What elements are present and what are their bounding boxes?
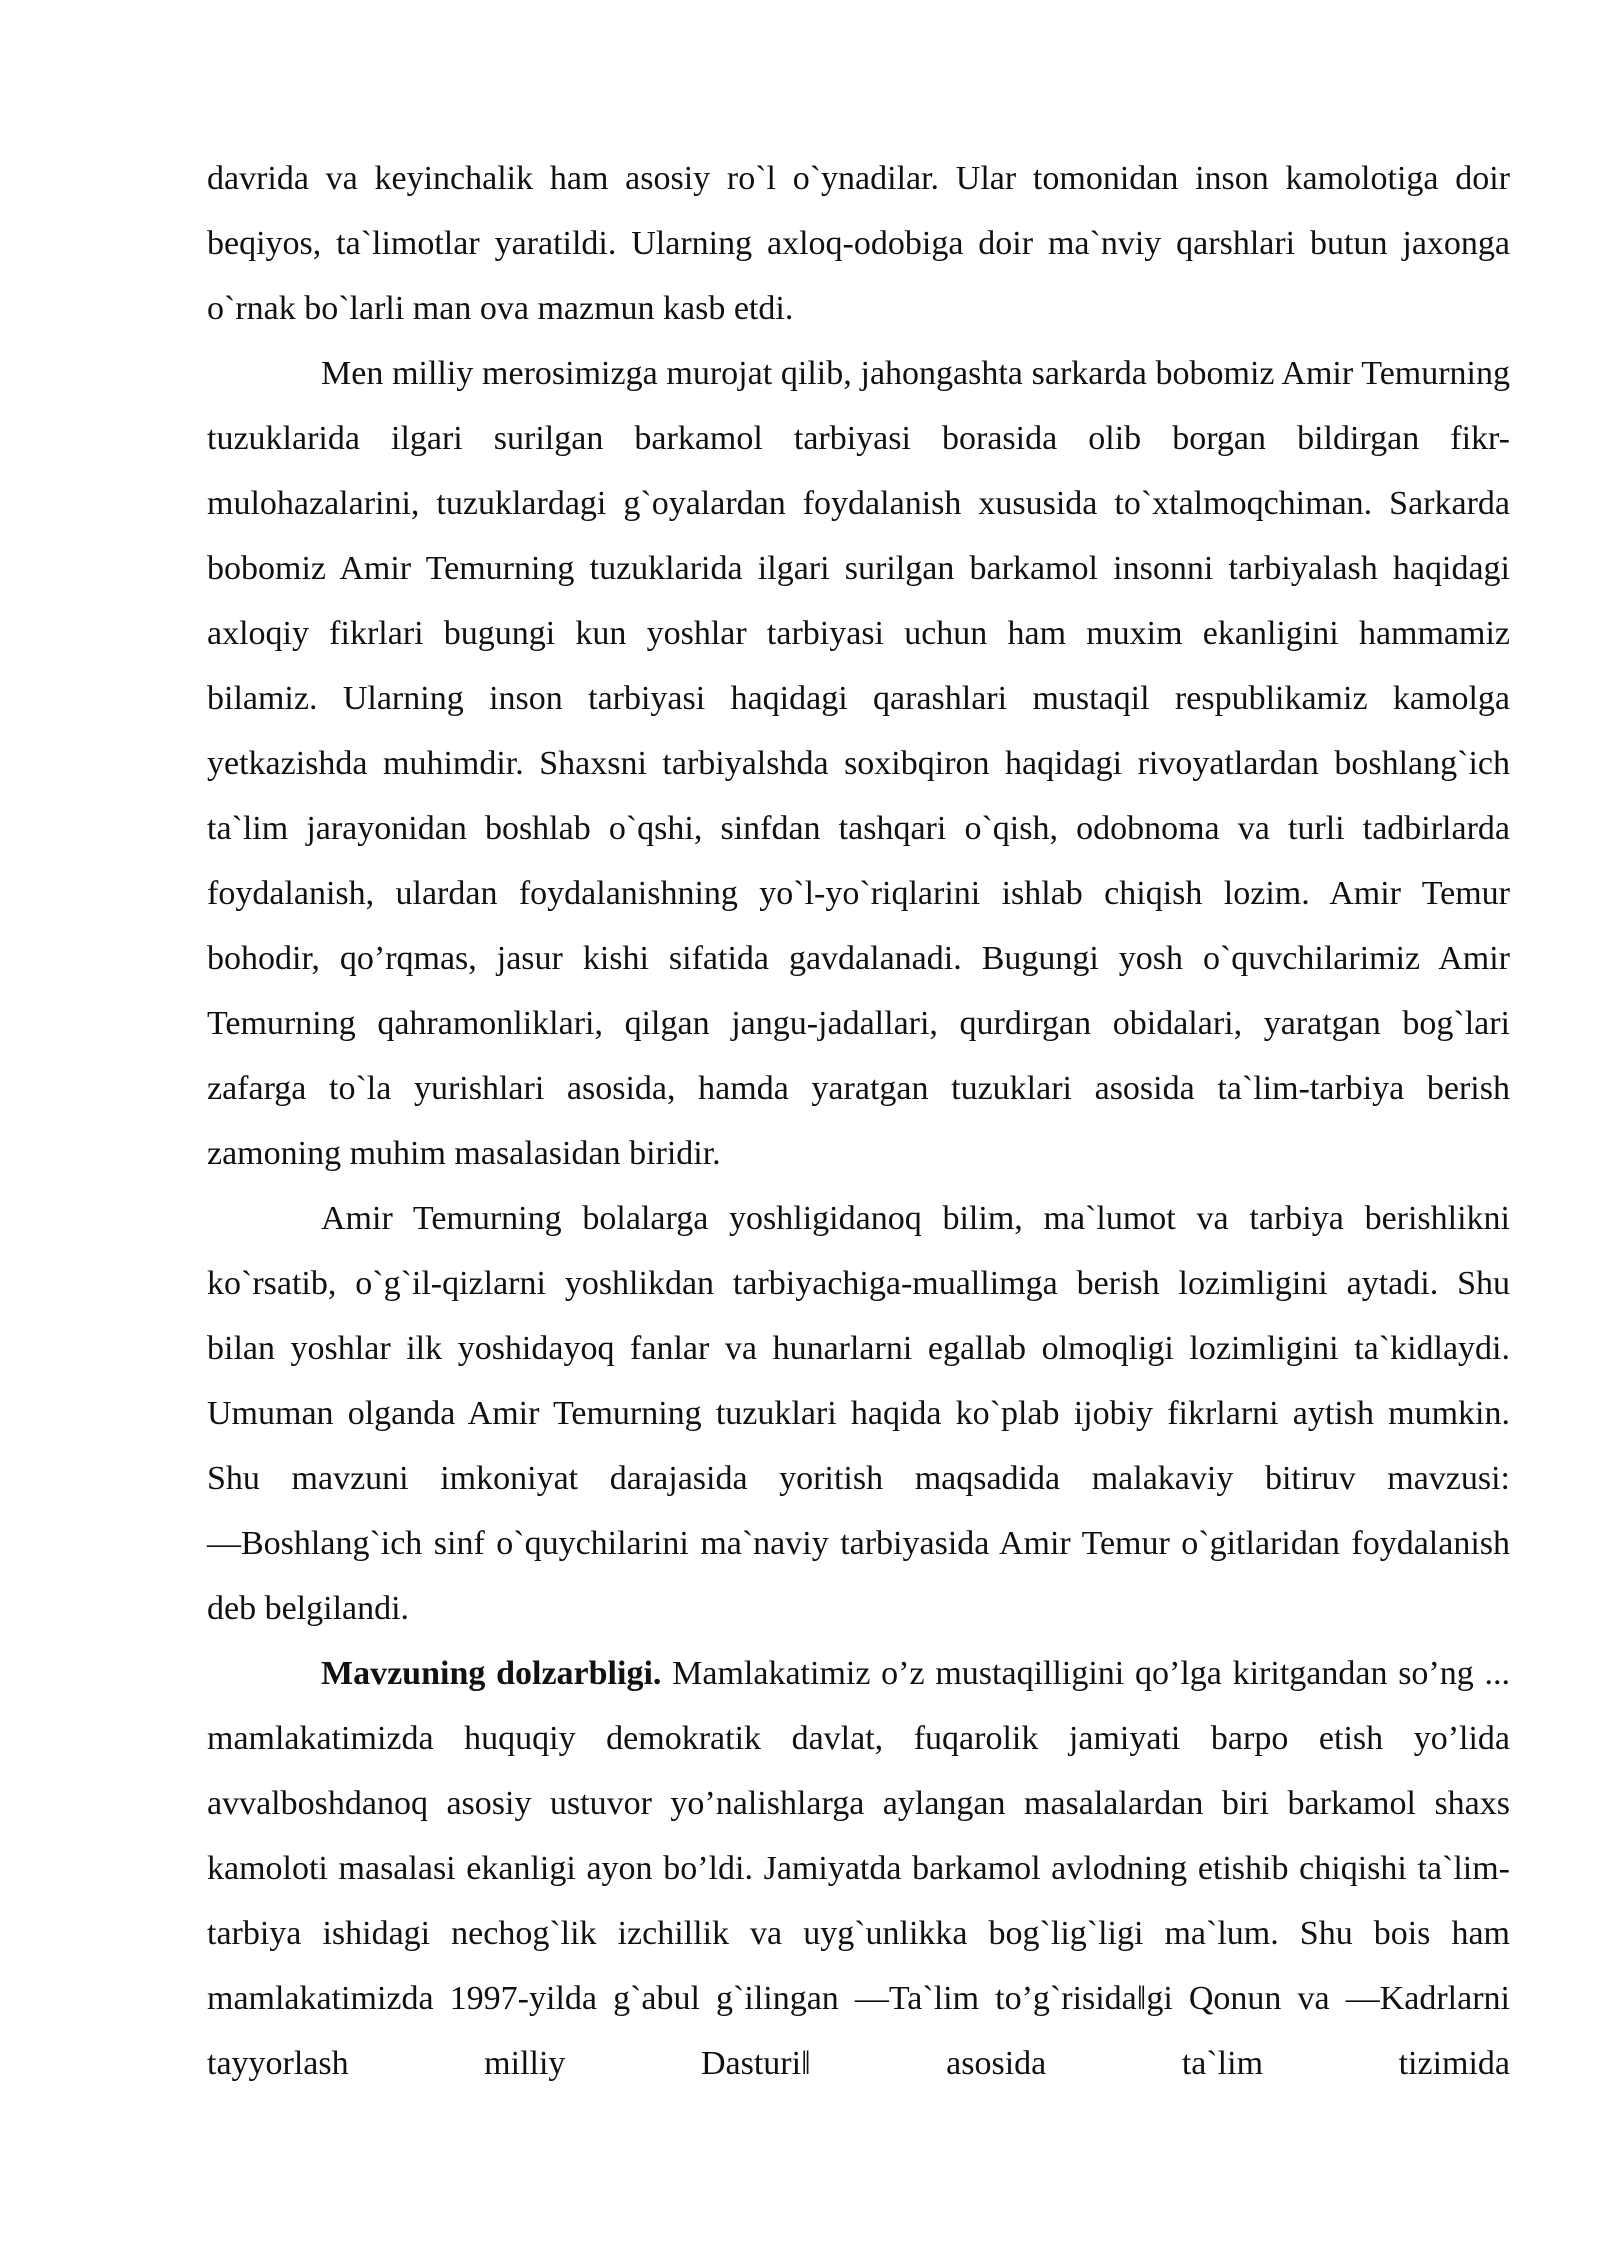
document-page bbox=[207, 146, 1510, 2096]
paragraph-4-text: Mamlakatimiz o’z mustaqilligini qo’lga kiritgandan so’ng ... mamlakatimizda huquqiy demokratik davlat, fuqarolik jamiyati barpo etish yo’lida avvalboshdanoq asosiy ustuvor yo’nalishlarga aylangan masalalardan biri barkamol shaxs kamoloti masalasi ekanligi ayon bo’ldi. Jamiyatda barkamol avlodning etishib chiqishi ta`lim-tarbiya ishidagi nechog`lik izchillik va uyg`unlikka bog`lig`ligi ma`lum. Shu bois ham mamlakatimizda 1997-yilda g`abul g`ilingan ―Ta`lim to’g`risida‖gi Qonun va ―Kadrlarni tayyorlash milliy Dasturi‖ asosida ta`lim tizimida bbox=[207, 1655, 1511, 2082]
paragraph-4 bbox=[207, 1641, 1510, 2096]
paragraph-3: Amir Temurning bolalarga yoshligidanoq bilim, ma`lumot va tarbiya berishlikni ko`rsatib, o`g`il-qizlarni yoshlikdan tarbiyachiga-muallimga berish lozimligini aytadi. Shu bilan yoshlar ilk yoshidayoq fanlar va hunarlarni egallab olmoqligi lozimligini ta`kidlaydi. Umuman olganda Amir Temurning tuzuklari haqida ko`plab ijobiy fikrlarni aytish mumkin. Shu mavzuni imkoniyat darajasida yoritish maqsadida malakaviy bitiruv mavzusi: ―Boshlang`ich sinf o`quychilarini ma`naviy tarbiyasida Amir Temur o`gitlaridan foydalanish deb belgilandi. bbox=[207, 1200, 1510, 1627]
section-heading: Mavzuning dolzarbligi. bbox=[321, 1655, 662, 1692]
paragraph-2: Men milliy merosimizga murojat qilib, jahongashta sarkarda bobomiz Amir Temurning tuzuklarida ilgari surilgan barkamol tarbiyasi borasida olib borgan bildirgan fikr-mulohazalarini, tuzuklardagi g`oyalardan foydalanish xususida to`xtalmoqchiman. Sarkarda bobomiz Amir Temurning tuzuklarida ilgari surilgan barkamol insonni tarbiyalash haqidagi axloqiy fikrlari bugungi kun yoshlar tarbiyasi uchun ham muxim ekanligini hammamiz bilamiz. Ularning inson tarbiyasi haqidagi qarashlari mustaqil respublikamiz kamolga yetkazishda muhimdir. Shaxsni tarbiyalshda soxibqiron haqidagi rivoyatlardan boshlang`ich ta`lim jarayonidan boshlab o`qshi, sinfdan tashqari o`qish, odobnoma va turli tadbirlarda foydalanish, ulardan foydalanishning yo`l-yo`riqlarini ishlab chiqish lozim. Amir Temur bohodir, qo’rqmas, jasur kishi sifatida gavdalanadi. Bugungi yosh o`quvchilarimiz Amir Temurning qahramonliklari, qilgan jangu-jadallari, qurdirgan obidalari, yaratgan bog`lari zafarga to`la yurishlari asosida, hamda yaratgan tuzuklari asosida ta`lim-tarbiya berish zamoning muhim masalasidan biridir. bbox=[207, 355, 1510, 1172]
paragraph-1: davrida va keyinchalik ham asosiy ro`l o`ynadilar. Ular tomonidan inson kamolotiga doir beqiyos, ta`limotlar yaratildi. Ularning axloq-odobiga doir ma`nviy qarshlari butun jaxonga o`rnak bo`larli man ova mazmun kasb etdi. bbox=[207, 160, 1510, 327]
